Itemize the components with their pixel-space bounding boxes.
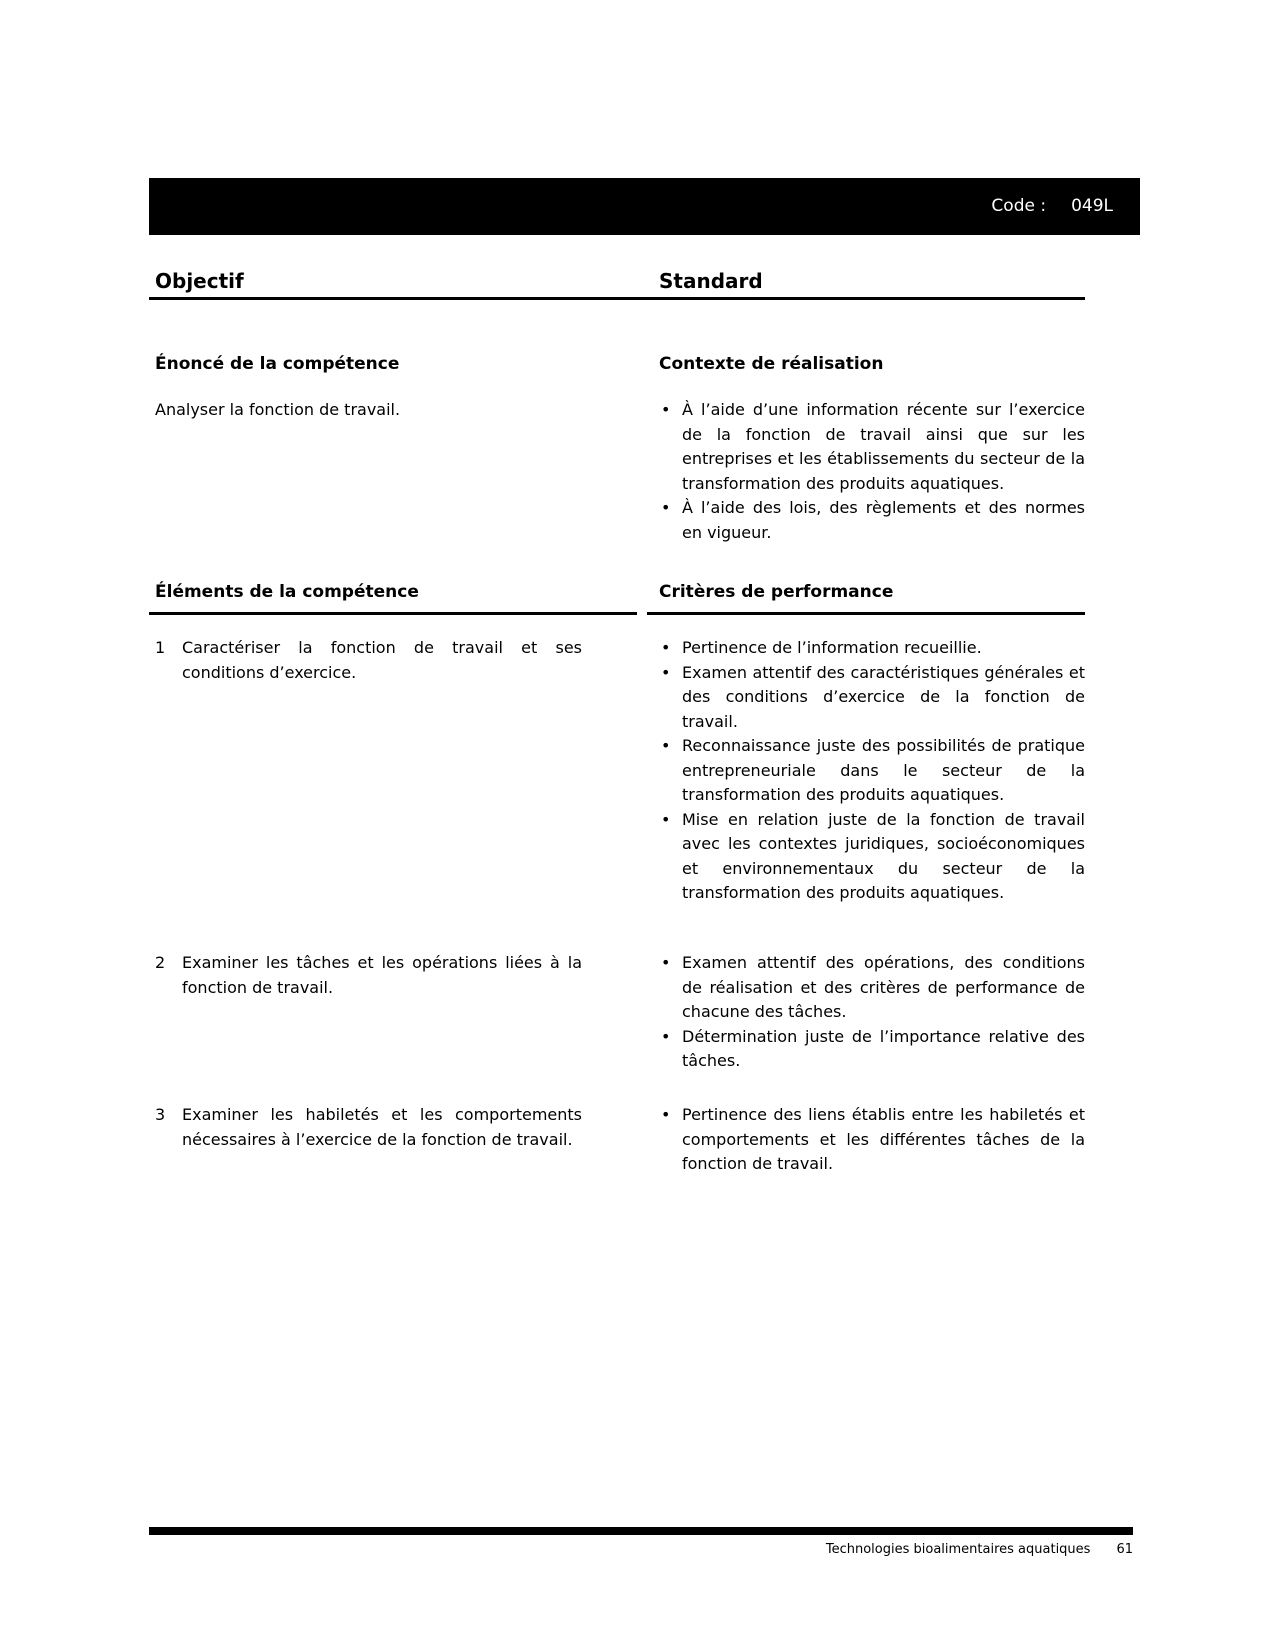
criteria-3-cell bbox=[647, 1103, 1085, 1177]
element-number: 3 bbox=[155, 1105, 166, 1124]
element-text: Caractériser la fonction de travail et ses conditions d’exercice. bbox=[182, 638, 582, 682]
element-row-3 bbox=[149, 1103, 1085, 1177]
element-3-cell bbox=[149, 1103, 647, 1177]
context-bullet-list bbox=[659, 398, 1085, 545]
code-label: Code : bbox=[991, 196, 1047, 217]
criteria-bullet: • Mise en relation juste de la fonction de travail avec les contextes juridiques, socioéconomiques et environnementaux du secteur de la transformation des produits aquatiques. bbox=[659, 808, 1085, 906]
criteria-heading-cell bbox=[647, 580, 1085, 615]
element-item bbox=[155, 636, 647, 685]
element-row-2 bbox=[149, 951, 1085, 1074]
element-item bbox=[155, 951, 647, 1000]
context-bullet: • À l’aide des lois, des règlements et des normes en vigueur. bbox=[659, 496, 1085, 545]
elements-heading-cell bbox=[149, 580, 637, 615]
context-bullet: • À l’aide d’une information récente sur l’exercice de la fonction de travail ainsi que sur les entreprises et les établissements du secteur de la transformation des produits aquatiques. bbox=[659, 398, 1085, 496]
footer bbox=[149, 1541, 1133, 1559]
objectif-title: Objectif bbox=[155, 269, 244, 293]
criteria-bullet: • Reconnaissance juste des possibilités de pratique entrepreneuriale dans le secteur de la transformation des produits aquatiques. bbox=[659, 734, 1085, 808]
footer-page-number: 61 bbox=[1116, 1542, 1133, 1557]
element-number: 1 bbox=[155, 638, 166, 657]
element-text: Examiner les tâches et les opérations liées à la fonction de travail. bbox=[182, 953, 582, 997]
elements-criteria-headings-row bbox=[149, 580, 1085, 615]
element-text: Examiner les habiletés et les comportements nécessaires à l’exercice de la fonction de travail. bbox=[182, 1105, 582, 1149]
element-item bbox=[155, 1103, 647, 1152]
column-titles-row bbox=[149, 268, 1085, 300]
element-2-cell bbox=[149, 951, 647, 1074]
footer-document-title: Technologies bioalimentaires aquatiques bbox=[825, 1542, 1091, 1557]
element-row-1 bbox=[149, 636, 1085, 906]
criteria-bullet: • Pertinence des liens établis entre les habiletés et comportements et les différentes tâches de la fonction de travail. bbox=[659, 1103, 1085, 1177]
competence-context-row bbox=[149, 352, 1085, 545]
criteria-bullet: • Examen attentif des caractéristiques générales et des conditions d’exercice de la fonction de travail. bbox=[659, 661, 1085, 735]
elements-heading: Éléments de la compétence bbox=[155, 582, 419, 602]
criteria-bullet-list bbox=[659, 951, 1085, 1074]
element-1-cell bbox=[149, 636, 647, 906]
criteria-bullet: • Détermination juste de l’importance relative des tâches. bbox=[659, 1025, 1085, 1074]
element-number: 2 bbox=[155, 953, 166, 972]
standard-title: Standard bbox=[659, 269, 763, 293]
footer-rule-bar bbox=[149, 1527, 1133, 1535]
criteria-heading: Critères de performance bbox=[659, 582, 894, 602]
criteria-bullet-list bbox=[659, 636, 1085, 906]
competence-statement: Analyser la fonction de travail. bbox=[155, 400, 401, 419]
context-cell bbox=[647, 352, 1085, 545]
criteria-1-cell bbox=[647, 636, 1085, 906]
context-heading: Contexte de réalisation bbox=[659, 354, 884, 374]
competence-heading: Énoncé de la compétence bbox=[155, 354, 400, 374]
criteria-bullet-list bbox=[659, 1103, 1085, 1177]
criteria-bullet: • Examen attentif des opérations, des conditions de réalisation et des critères de performance de chacune des tâches. bbox=[659, 951, 1085, 1025]
code-header-bar bbox=[149, 178, 1140, 235]
criteria-bullet: • Pertinence de l’information recueillie. bbox=[659, 636, 1085, 661]
code-value: 049L bbox=[1071, 196, 1113, 217]
criteria-2-cell bbox=[647, 951, 1085, 1074]
competence-cell bbox=[149, 352, 647, 545]
